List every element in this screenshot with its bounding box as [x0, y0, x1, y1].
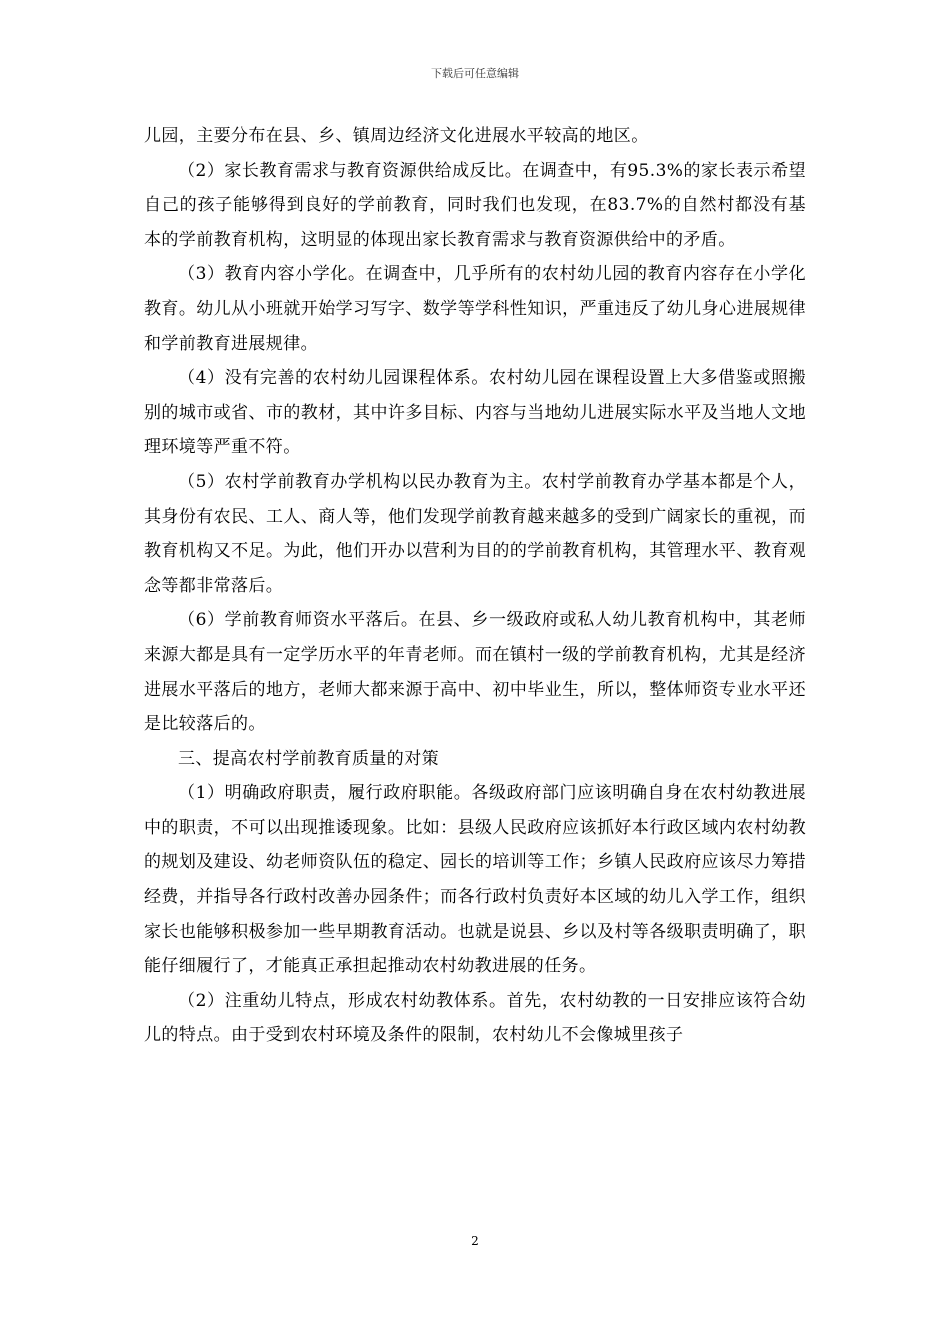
page-header: 下载后可任意编辑: [431, 67, 519, 80]
page-number: 2: [471, 1234, 479, 1248]
body-text: [144, 119, 806, 1053]
paragraph-continuation: 儿园，主要分布在县、乡、镇周边经济文化进展水平较高的地区。: [144, 126, 649, 146]
paragraph-item-3: （3）教育内容小学化。在调查中，几乎所有的农村幼儿园的教育内容存在小学化教育。幼儿从小班就开始学习写字、数学等学科性知识，严重违反了幼儿身心进展规律和学前教育进展规律。: [144, 264, 806, 354]
paragraph-item-4: （4）没有完善的农村幼儿园课程体系。农村幼儿园在课程设置上大多借鉴或照搬别的城市或省、市的教材，其中许多目标、内容与当地幼儿进展实际水平及当地人文地理环境等严重不符。: [144, 368, 806, 458]
paragraph-item-5: （5）农村学前教育办学机构以民办教育为主。农村学前教育办学基本都是个人，其身份有农民、工人、商人等，他们发现学前教育越来越多的受到广阔家长的重视，而教育机构又不足。为此，他们开办以营利为目的的学前教育机构，其管理水平、教育观念等都非常落后。: [144, 471, 806, 596]
paragraph-measure-1: （1）明确政府职责，履行政府职能。各级政府部门应该明确自身在农村幼教进展中的职责，不可以出现推诿现象。比如：县级人民政府应该抓好本行政区域内农村幼教的规划及建设、幼老师资队伍的稳定、园长的培训等工作；乡镇人民政府应该尽力筹措经费，并指导各行政村改善办园条件；而各行政村负责好本区域的幼儿入学工作，组织家长也能够积极参加一些早期教育活动。也就是说县、乡以及村等各级职责明确了，职能仔细履行了，才能真正承担起推动农村幼教进展的任务。: [144, 783, 806, 977]
paragraph-item-6: （6）学前教育师资水平落后。在县、乡一级政府或私人幼儿教育机构中，其老师来源大都是具有一定学历水平的年青老师。而在镇村一级的学前教育机构，尤其是经济进展水平落后的地方，老师大都来源于高中、初中毕业生，所以，整体师资专业水平还是比较落后的。: [144, 610, 806, 735]
section-heading: 三、提高农村学前教育质量的对策: [178, 748, 439, 769]
paragraph-item-2: （2）家长教育需求与教育资源供给成反比。在调查中，有95.3%的家长表示希望自己的孩子能够得到良好的学前教育，同时我们也发现，在83.7%的自然村都没有基本的学前教育机构，这明显的体现出家长教育需求与教育资源供给中的矛盾。: [144, 160, 806, 250]
paragraph-measure-2: （2）注重幼儿特点，形成农村幼教体系。首先，农村幼教的一日安排应该符合幼儿的特点。由于受到农村环境及条件的限制，农村幼儿不会像城里孩子: [144, 990, 806, 1046]
